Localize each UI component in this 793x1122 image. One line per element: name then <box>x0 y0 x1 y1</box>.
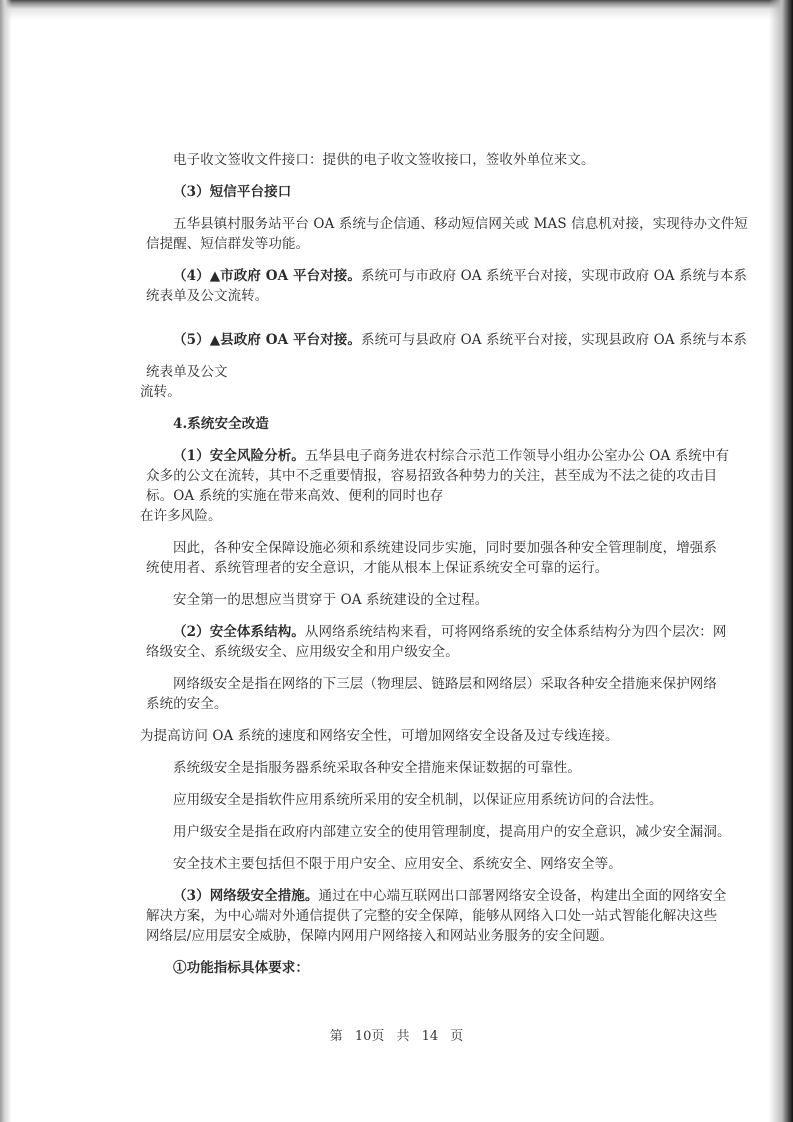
line-spacer <box>146 402 734 414</box>
line-spacer <box>146 746 734 758</box>
text-line <box>146 330 748 350</box>
text-line: 网络层/应用层安全威胁，保障内网用户网络接入和网站业务服务的安全问题。 <box>146 928 614 944</box>
text-line: 解决方案，为中心端对外通信提供了完整的安全保障，能够从网络入口处一站式智能化解决这些 <box>146 908 718 924</box>
line-spacer <box>146 306 734 330</box>
text-line: 电子收文签收文件接口：提供的电子收文签收接口，签收外单位来文。 <box>173 152 595 168</box>
text-line: 信提醒、短信群发等功能。 <box>146 236 310 252</box>
bold-heading-text: （1）安全风险分析。 <box>173 448 305 464</box>
bold-heading-text: ①功能指标具体要求： <box>173 960 309 976</box>
line-spacer <box>146 946 734 958</box>
text-line <box>146 958 734 978</box>
line-spacer <box>146 874 734 886</box>
text-line: 络级安全、系统级安全、应用级安全和用户级安全。 <box>146 644 459 660</box>
body-text: 五华县电子商务进农村综合示范工作领导小组办公室办公 OA 系统中有 <box>304 448 730 464</box>
text-line <box>146 622 734 642</box>
text-line <box>146 182 734 202</box>
line-spacer <box>146 434 734 446</box>
text-line: 在许多风险。 <box>140 508 222 524</box>
scan-top-edge <box>0 0 793 22</box>
text-line: 安全第一的思想应当贯穿于 OA 系统建设的全过程。 <box>173 592 489 608</box>
line-spacer <box>146 350 734 362</box>
text-line <box>146 266 748 286</box>
bold-heading-text: （5）▲县政府 OA 平台对接。 <box>173 332 362 348</box>
body-text: 从网络系统结构来看，可将网络系统的安全体系结构分为四个层次：网 <box>304 624 727 640</box>
bold-heading-text: （2）安全体系结构。 <box>173 624 305 640</box>
text-line: 统表单及公文 <box>146 364 228 380</box>
line-spacer <box>146 610 734 622</box>
line-spacer <box>146 662 734 674</box>
text-line: 系统的安全。 <box>146 696 228 712</box>
text-line: 五华县镇村服务站平台 OA 系统与企信通、移动短信网关或 MAS 信息机对接，实现待办文件短 <box>173 216 748 232</box>
text-line: 统使用者、系统管理者的安全意识，才能从根本上保证系统安全可靠的运行。 <box>146 560 609 576</box>
text-line <box>146 414 734 434</box>
text-line: 统表单及公文流转。 <box>146 288 269 304</box>
bold-heading-text: 4.系统安全改造 <box>173 416 269 432</box>
text-line: 用户级安全是指在政府内部建立安全的使用管理制度，提高用户的安全意识，减少安全漏洞。 <box>173 824 731 840</box>
line-spacer <box>146 202 734 214</box>
bold-heading-text: （3）短信平台接口 <box>173 184 292 200</box>
line-spacer <box>146 578 734 590</box>
text-line: 应用级安全是指软件应用系统所采用的安全机制，以保证应用系统访问的合法性。 <box>173 792 663 808</box>
line-spacer <box>146 254 734 266</box>
bold-heading-text: （3）网络级安全措施。 <box>173 888 319 904</box>
text-line: 系统级安全是指服务器系统采取各种安全措施来保证数据的可靠性。 <box>173 760 581 776</box>
text-line: 因此，各种安全保障设施必须和系统建设同步实施，同时要加强各种安全管理制度，增强系 <box>173 540 717 556</box>
line-spacer <box>146 842 734 854</box>
document-body <box>140 150 748 978</box>
text-line: 为提高访问 OA 系统的速度和网络安全性，可增加网络安全设备及过专线连接。 <box>140 728 619 744</box>
text-line <box>146 446 734 466</box>
line-spacer <box>146 714 734 726</box>
text-line <box>146 886 734 906</box>
scan-left-edge <box>0 0 12 1122</box>
line-spacer <box>146 778 734 790</box>
line-spacer <box>146 526 734 538</box>
scan-right-edge <box>769 0 793 1122</box>
text-line: 众多的公文在流转，其中不乏重要情报，容易招致各种势力的关注，甚至成为不法之徒的攻击目 <box>146 468 718 484</box>
body-text: 系统可与市政府 OA 系统平台对接，实现市政府 OA 系统与本系 <box>361 268 748 284</box>
body-text: 系统可与县政府 OA 系统平台对接，实现县政府 OA 系统与本系 <box>361 332 748 348</box>
text-line: 流转。 <box>140 384 181 400</box>
line-spacer <box>146 170 734 182</box>
text-line: 网络级安全是指在网络的下三层（物理层、链路层和网络层）采取各种安全措施来保护网络 <box>173 676 717 692</box>
page-footer: 第 10页 共 14 页 <box>329 1029 464 1044</box>
body-text: 通过在中心端互联网出口部署网络安全设备，构建出全面的网络安全 <box>318 888 727 904</box>
text-line: 标。OA 系统的实施在带来高效、便利的同时也存 <box>146 488 444 504</box>
line-spacer <box>146 810 734 822</box>
text-line: 安全技术主要包括但不限于用户安全、应用安全、系统安全、网络安全等。 <box>173 856 622 872</box>
bold-heading-text: （4）▲市政府 OA 平台对接。 <box>173 268 362 284</box>
